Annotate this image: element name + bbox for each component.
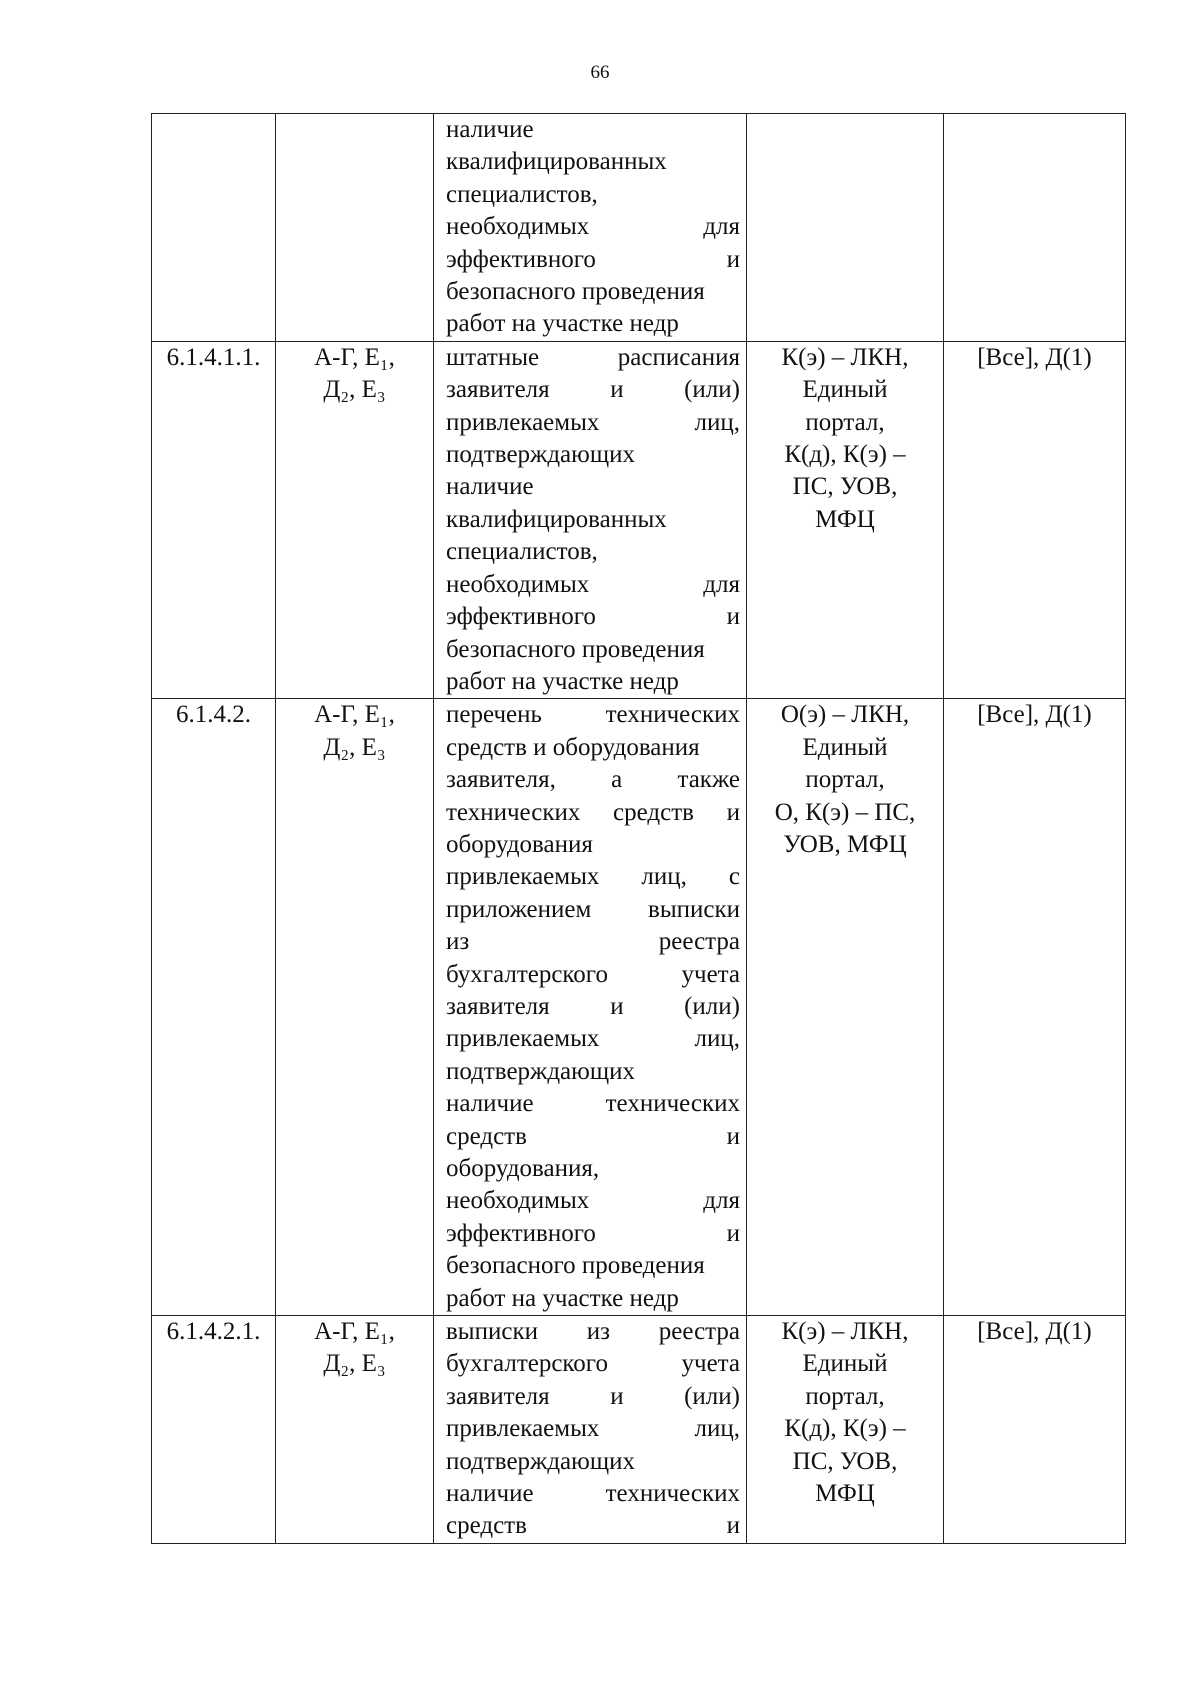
description-line: эффективного и xyxy=(446,603,740,631)
cell-category xyxy=(276,1316,434,1544)
description-line: штатные расписания xyxy=(446,343,740,371)
channel-line: МФЦ xyxy=(815,1480,875,1508)
cell-extra-text: [Все], Д(1) xyxy=(977,701,1092,729)
description-line: средств и оборудования xyxy=(446,733,700,761)
description-line: наличие технических xyxy=(446,1090,740,1118)
category-line: Д₂, Е₃ xyxy=(323,376,386,404)
description-line: привлекаемых лиц, xyxy=(446,1025,740,1053)
cell-description xyxy=(434,699,747,1316)
description-line: квалифицированных xyxy=(446,505,667,533)
cell-number xyxy=(152,114,276,342)
cell-extra xyxy=(944,1316,1126,1544)
document-table xyxy=(151,113,1126,1544)
description-line: заявителя и (или) xyxy=(446,992,740,1020)
channel-line: К(д), К(э) – xyxy=(784,1415,906,1443)
description-line: из реестра xyxy=(446,928,740,956)
description-line: заявителя, а также xyxy=(446,766,740,794)
description-line: необходимых для xyxy=(446,570,740,598)
channel-line: К(э) – ЛКН, xyxy=(781,1318,909,1346)
cell-extra-text: [Все], Д(1) xyxy=(977,1318,1092,1346)
description-line: наличие xyxy=(446,116,534,143)
category-line: А-Г, Е₁, xyxy=(314,1318,395,1346)
description-line: перечень технических xyxy=(446,701,740,729)
cell-category xyxy=(276,341,434,698)
description-line: эффективного и xyxy=(446,245,740,273)
cell-channel xyxy=(747,699,944,1316)
description-line: работ на участке недр xyxy=(446,310,679,338)
page-number: 66 xyxy=(590,62,610,83)
category-line: Д₂, Е₃ xyxy=(323,1350,386,1378)
description-line: выписки из реестра xyxy=(446,1318,740,1346)
description-line: заявителя и (или) xyxy=(446,1382,740,1410)
table-row xyxy=(152,699,1126,1316)
cell-description xyxy=(434,341,747,698)
description-line: оборудования, xyxy=(446,1155,600,1182)
description-line: эффективного и xyxy=(446,1219,740,1247)
description-line: технических средств и xyxy=(446,798,740,826)
channel-line: К(д), К(э) – xyxy=(784,441,906,469)
cell-channel xyxy=(747,341,944,698)
channel-line: ПС, УОВ, xyxy=(792,473,898,501)
description-line: подтверждающих xyxy=(446,1057,635,1085)
table-row xyxy=(152,1316,1126,1544)
description-line: работ на участке недр xyxy=(446,667,679,695)
channel-line: УОВ, МФЦ xyxy=(783,830,907,858)
description-line: подтверждающих xyxy=(446,1447,635,1475)
category-line: А-Г, Е₁, xyxy=(314,701,395,729)
description-line: привлекаемых лиц, с xyxy=(446,863,740,891)
category-line: А-Г, Е₁, xyxy=(314,343,395,371)
table-body xyxy=(152,114,1126,1544)
description-line: необходимых для xyxy=(446,213,740,241)
description-line: средств и xyxy=(446,1122,740,1150)
description-line: привлекаемых лиц, xyxy=(446,408,740,436)
channel-line: Единый xyxy=(802,1350,888,1378)
description-line: квалифицированных xyxy=(446,148,667,176)
cell-number-text: 6.1.4.2.1. xyxy=(166,1318,261,1346)
cell-category xyxy=(276,114,434,342)
category-line: Д₂, Е₃ xyxy=(323,733,386,761)
description-line: специалистов, xyxy=(446,180,598,208)
description-line: подтверждающих xyxy=(446,441,635,469)
channel-line: О(э) – ЛКН, xyxy=(780,701,910,729)
description-line: наличие технических xyxy=(446,1480,740,1508)
description-line: безопасного проведения xyxy=(446,278,705,306)
cell-extra xyxy=(944,699,1126,1316)
channel-line: Единый xyxy=(802,376,888,404)
cell-extra-text: [Все], Д(1) xyxy=(977,343,1092,371)
description-line: оборудования xyxy=(446,830,593,858)
cell-number-text: 6.1.4.2. xyxy=(176,701,251,729)
cell-extra xyxy=(944,341,1126,698)
cell-number xyxy=(152,1316,276,1544)
channel-line: Единый xyxy=(802,733,888,761)
description-line: наличие xyxy=(446,473,534,501)
channel-line: ПС, УОВ, xyxy=(792,1447,898,1475)
cell-number xyxy=(152,699,276,1316)
channel-line: К(э) – ЛКН, xyxy=(781,343,909,371)
table-row xyxy=(152,341,1126,698)
cell-channel xyxy=(747,1316,944,1544)
description-line: безопасного проведения xyxy=(446,635,705,663)
cell-channel xyxy=(747,114,944,342)
cell-extra xyxy=(944,114,1126,342)
cell-description xyxy=(434,114,747,342)
cell-category xyxy=(276,699,434,1316)
cell-number-text: 6.1.4.1.1. xyxy=(166,343,261,371)
description-line: привлекаемых лиц, xyxy=(446,1415,740,1443)
description-line: заявителя и (или) xyxy=(446,376,740,404)
cell-number xyxy=(152,341,276,698)
channel-line: МФЦ xyxy=(815,505,875,533)
description-line: приложением выписки xyxy=(446,895,740,923)
description-line: необходимых для xyxy=(446,1187,740,1215)
cell-description xyxy=(434,1316,747,1544)
table-row xyxy=(152,114,1126,342)
channel-line: портал, xyxy=(805,408,885,436)
description-line: специалистов, xyxy=(446,538,598,566)
description-line: бухгалтерского учета xyxy=(446,960,740,988)
description-line: средств и xyxy=(446,1512,740,1540)
description-line: бухгалтерского учета xyxy=(446,1350,740,1378)
description-line: работ на участке недр xyxy=(446,1284,679,1312)
channel-line: портал, xyxy=(805,766,885,794)
description-line: безопасного проведения xyxy=(446,1252,705,1280)
channel-line: О, К(э) – ПС, xyxy=(774,798,916,826)
channel-line: портал, xyxy=(805,1382,885,1410)
